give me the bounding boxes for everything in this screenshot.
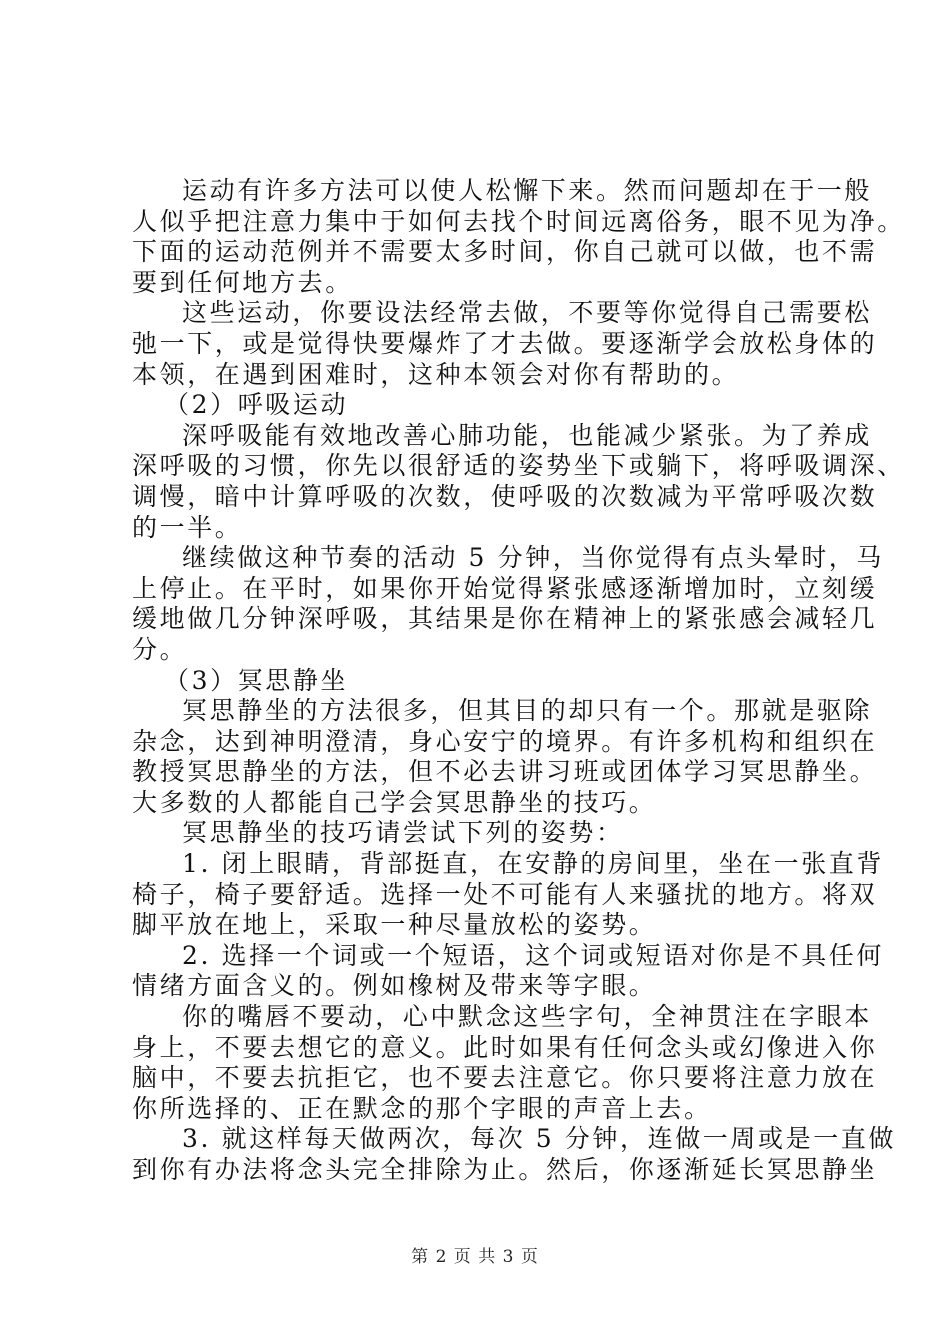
text-line: 要到任何地方去。 [132,267,353,297]
text-line: 弛一下，或是觉得快要爆炸了才去做。要逐渐学会放松身体的 [132,328,878,358]
text-line: 深呼吸能有效地改善心肺功能，也能减少紧张。为了养成 [182,420,873,450]
text-line: 身上，不要去想它的意义。此时如果有任何念头或幻像进入你 [132,1032,878,1062]
list-item-2: 2. 选择一个词或一个短语，这个词或短语对你是不具任何 [182,940,885,970]
text-line: 上停止。在平时，如果你开始觉得紧张感逐渐增加时，立刻缓 [132,573,878,603]
text-line: 杂念，达到神明澄清，身心安宁的境界。有许多机构和组织在 [132,726,878,756]
list-item-1: 1. 闭上眼睛，背部挺直，在安静的房间里，坐在一张直背 [182,849,885,879]
text-line: 深呼吸的习惯，你先以很舒适的姿势坐下或躺下，将呼吸调深、 [132,451,905,481]
list-item-3: 3. 就这样每天做两次，每次 5 分钟，连做一周或是一直做 [182,1124,897,1154]
document-body [132,176,905,1186]
text-line: 人似乎把注意力集中于如何去找个时间远离俗务，眼不见为净。 [132,206,905,236]
page-number-footer: 第 2 页 共 3 页 [411,1247,539,1267]
text-line: 的一半。 [132,512,243,542]
section-heading-breathing: （2）呼吸运动 [164,390,349,420]
text-line: 脑中，不要去抗拒它，也不要去注意它。你只要将注意力放在 [132,1063,878,1093]
text-line: 你的嘴唇不要动，心中默念这些字句，全神贯注在字眼本 [182,1002,873,1032]
text-line: 缓地做几分钟深呼吸，其结果是你在精神上的紧张感会减轻几 [132,604,878,634]
text-line: 下面的运动范例并不需要太多时间，你自己就可以做，也不需 [132,237,878,267]
text-line: 脚平放在地上，采取一种尽量放松的姿势。 [132,910,657,940]
text-line: 这些运动，你要设法经常去做，不要等你觉得自己需要松 [182,298,873,328]
text-line: 你所选择的、正在默念的那个字眼的声音上去。 [132,1093,712,1123]
text-line: 教授冥思静坐的方法，但不必去讲习班或团体学习冥思静坐。 [132,757,878,787]
section-heading-meditation: （3）冥思静坐 [164,665,349,695]
text-line: 情绪方面含义的。例如橡树及带来等字眼。 [132,971,657,1001]
text-line: 运动有许多方法可以使人松懈下来。然而问题却在于一般 [182,176,873,205]
text-line: 大多数的人都能自己学会冥思静坐的技巧。 [132,787,657,817]
text-line: 椅子，椅子要舒适。选择一处不可能有人来骚扰的地方。将双 [132,879,878,909]
text-line: 冥思静坐的技巧请尝试下列的姿势： [182,818,624,848]
text-line: 本领，在遇到困难时，这种本领会对你有帮助的。 [132,359,740,389]
text-line: 冥思静坐的方法很多，但其目的却只有一个。那就是驱除 [182,696,873,726]
text-line: 继续做这种节奏的活动 5 分钟，当你觉得有点头晕时，马 [182,543,885,573]
text-line: 调慢，暗中计算呼吸的次数，使呼吸的次数减为平常呼吸次数 [132,481,878,511]
text-line: 分。 [132,634,188,664]
text-line: 到你有办法将念头完全排除为止。然后，你逐渐延长冥思静坐 [132,1155,878,1184]
